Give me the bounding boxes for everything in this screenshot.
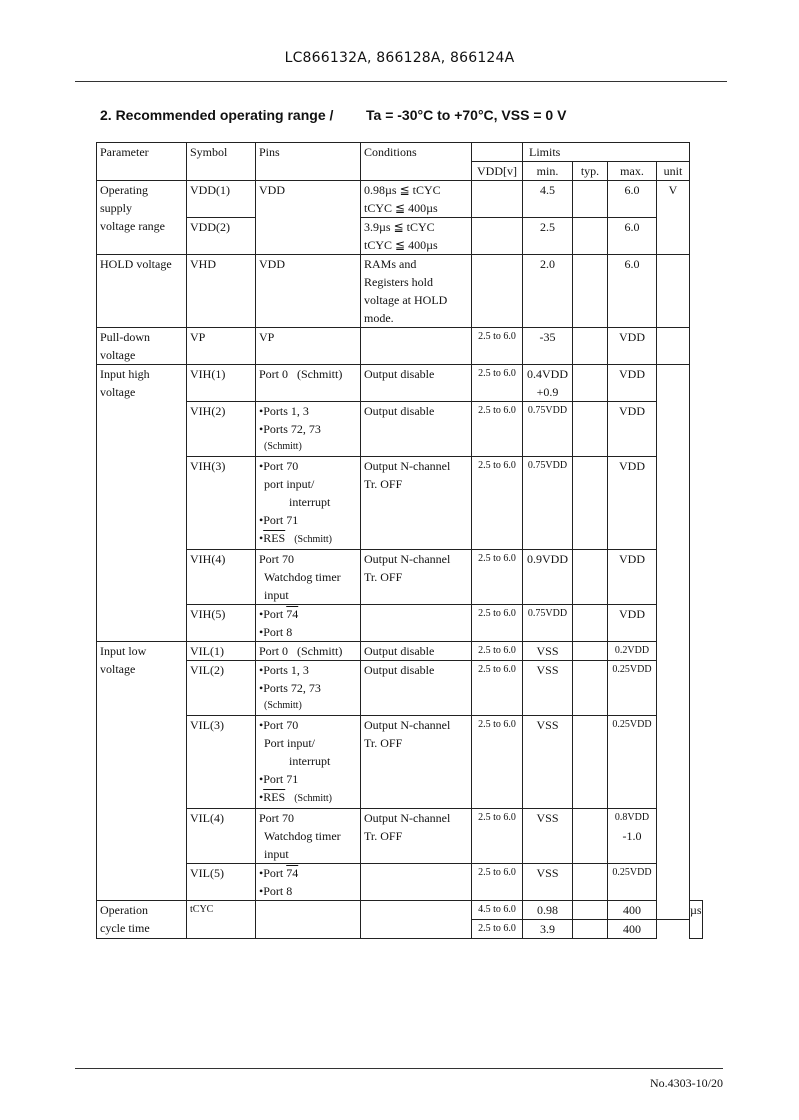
typ-cell — [573, 901, 608, 920]
table-row-vhd — [97, 255, 703, 328]
header-conditions: Conditions — [361, 143, 472, 181]
res-overbar-text: $\overline{RES}$ — [263, 790, 286, 804]
footer-rule — [75, 1068, 723, 1069]
max-cell: 6.0 — [608, 181, 657, 218]
typ-cell — [573, 661, 608, 716]
typ-cell — [573, 716, 608, 809]
conditions-cell: Output disable — [361, 365, 472, 402]
typ-cell — [573, 642, 608, 661]
min-cell: VSS — [523, 864, 573, 901]
symbol-cell: VIH(3) — [187, 457, 256, 550]
min-cell: 3.9 — [523, 920, 573, 939]
table-header-row — [97, 143, 703, 162]
table-row-vil2 — [97, 661, 703, 716]
symbol-cell: VP — [187, 328, 256, 365]
conditions-cell: 3.9µs ≦ tCYC tCYC ≦ 400µs — [361, 218, 472, 255]
max-cell: 6.0 — [608, 255, 657, 328]
pins-cell: VDD — [256, 255, 361, 328]
max-cell: 0.25VDD — [608, 716, 657, 809]
pins-cell: Port 0 (Schmitt) — [256, 365, 361, 402]
vdd-cell: 2.5 to 6.0 — [472, 550, 523, 605]
typ-cell — [573, 550, 608, 605]
symbol-cell: tCYC — [187, 901, 256, 939]
typ-cell — [573, 255, 608, 328]
typ-cell — [573, 218, 608, 255]
min-cell: 2.0 — [523, 255, 573, 328]
conditions-cell: Output N-channel Tr. OFF — [361, 457, 472, 550]
conditions-cell: Output disable — [361, 402, 472, 457]
header-typ: typ. — [573, 162, 608, 181]
table-row-vdd2 — [97, 218, 703, 255]
vdd-cell — [472, 218, 523, 255]
param-hold-voltage: HOLD voltage — [97, 255, 187, 328]
pins-cell: VP — [256, 328, 361, 365]
vdd-cell — [472, 255, 523, 328]
symbol-cell: VIL(3) — [187, 716, 256, 809]
vdd-cell: 2.5 to 6.0 — [472, 920, 523, 939]
pins-cell: Port 70 Watchdog timer input — [256, 550, 361, 605]
param-pulldown-voltage: Pull-down voltage — [97, 328, 187, 365]
pins-cell: •Port 70 Port input/ interrupt •Port 71 $•\overline{RES}$ (Schmitt) — [256, 716, 361, 809]
pins-cell: Port 70 Watchdog timer input — [256, 809, 361, 864]
table-row-vil5 — [97, 864, 703, 901]
symbol-cell: VIL(1) — [187, 642, 256, 661]
max-cell: 6.0 — [608, 218, 657, 255]
min-cell: -35 — [523, 328, 573, 365]
vdd-cell — [472, 181, 523, 218]
max-cell: 0.25VDD — [608, 661, 657, 716]
table-row-vih1 — [97, 365, 703, 402]
unit-cell — [657, 328, 690, 365]
section-title: 2. Recommended operating range / — [100, 107, 334, 123]
typ-cell — [573, 809, 608, 864]
min-cell: 0.75VDD — [523, 402, 573, 457]
symbol-cell: VDD(1) — [187, 181, 256, 218]
symbol-cell: VIH(4) — [187, 550, 256, 605]
vdd-cell: 2.5 to 6.0 — [472, 365, 523, 402]
conditions-cell: 0.98µs ≦ tCYC tCYC ≦ 400µs — [361, 181, 472, 218]
pins-cell: •Ports 1, 3 •Ports 72, 73 (Schmitt) — [256, 402, 361, 457]
pins-cell: Port 0 (Schmitt) — [256, 642, 361, 661]
vdd-cell: 2.5 to 6.0 — [472, 661, 523, 716]
unit-cell — [657, 255, 690, 328]
res-overbar-text: $\overline{RES}$ — [263, 531, 286, 545]
param-input-low-voltage: Input low voltage — [97, 642, 187, 901]
conditions-cell: Output N-channel Tr. OFF — [361, 809, 472, 864]
header-rule — [75, 81, 727, 82]
symbol-cell: VDD(2) — [187, 218, 256, 255]
symbol-cell: VIH(5) — [187, 605, 256, 642]
operating-range-table — [96, 142, 703, 939]
min-cell: 4.5 — [523, 181, 573, 218]
table-row-tcyc-1 — [97, 901, 703, 920]
max-cell: 0.25VDD — [608, 864, 657, 901]
unit-cell: V — [657, 181, 690, 255]
pins-cell: •Port 74 •Port 8 — [256, 864, 361, 901]
table-row-vil4 — [97, 809, 703, 864]
symbol-cell: VIL(2) — [187, 661, 256, 716]
table-row-vil1 — [97, 642, 703, 661]
pins-cell: •Port 74 •Port 8 — [256, 605, 361, 642]
table-row-vdd1 — [97, 181, 703, 218]
min-cell: 0.4VDD +0.9 — [523, 365, 573, 402]
pins-cell: •Ports 1, 3 •Ports 72, 73 (Schmitt) — [256, 661, 361, 716]
vdd-cell: 2.5 to 6.0 — [472, 605, 523, 642]
section-condition: Ta = -30°C to +70°C, VSS = 0 V — [366, 107, 567, 123]
typ-cell — [573, 864, 608, 901]
vdd-cell: 2.5 to 6.0 — [472, 864, 523, 901]
vdd-cell: 2.5 to 6.0 — [472, 642, 523, 661]
param-input-high-voltage: Input high voltage — [97, 365, 187, 642]
conditions-cell: RAMs and Registers hold voltage at HOLD mode. — [361, 255, 472, 328]
param-operation-cycle-time: Operation cycle time — [97, 901, 187, 939]
typ-cell — [573, 365, 608, 402]
pins-cell — [256, 901, 361, 939]
conditions-cell: Output disable — [361, 661, 472, 716]
vdd-cell: 2.5 to 6.0 — [472, 328, 523, 365]
conditions-cell — [361, 605, 472, 642]
typ-cell — [573, 920, 608, 939]
min-cell: 0.75VDD — [523, 457, 573, 550]
param-operating-supply: Operating supply voltage range — [97, 181, 187, 255]
typ-cell — [573, 181, 608, 218]
header-parameter: Parameter — [97, 143, 187, 181]
vdd-cell: 2.5 to 6.0 — [472, 457, 523, 550]
conditions-cell — [361, 901, 472, 939]
unit-cell: µs — [690, 901, 703, 939]
symbol-cell: VIL(5) — [187, 864, 256, 901]
typ-cell — [573, 457, 608, 550]
max-cell: VDD — [608, 605, 657, 642]
symbol-cell: VIH(2) — [187, 402, 256, 457]
header-unit: unit — [657, 162, 690, 181]
min-cell: 2.5 — [523, 218, 573, 255]
max-cell: VDD — [608, 457, 657, 550]
max-cell: VDD — [608, 402, 657, 457]
typ-cell — [573, 402, 608, 457]
max-cell: VDD — [608, 550, 657, 605]
header-symbol: Symbol — [187, 143, 256, 181]
symbol-cell: VIL(4) — [187, 809, 256, 864]
header-pins: Pins — [256, 143, 361, 181]
min-cell: 0.98 — [523, 901, 573, 920]
header-limits: Limits — [523, 143, 690, 162]
pins-cell: VDD — [256, 181, 361, 255]
min-cell: VSS — [523, 716, 573, 809]
table-row-vih4 — [97, 550, 703, 605]
conditions-cell: Output N-channel Tr. OFF — [361, 716, 472, 809]
max-cell: 400 — [608, 920, 657, 939]
table-row-vih5 — [97, 605, 703, 642]
vdd-cell: 2.5 to 6.0 — [472, 402, 523, 457]
header-vdd: VDD[v] — [472, 162, 523, 181]
page-number: No.4303-10/20 — [650, 1076, 723, 1090]
unit-cell — [657, 365, 690, 920]
table-row-vil3 — [97, 716, 703, 809]
table-row-vih2 — [97, 402, 703, 457]
max-cell: 400 — [608, 901, 657, 920]
conditions-cell: Output N-channel Tr. OFF — [361, 550, 472, 605]
max-cell: 0.8VDD -1.0 — [608, 809, 657, 864]
vdd-cell: 4.5 to 6.0 — [472, 901, 523, 920]
symbol-cell: VHD — [187, 255, 256, 328]
max-cell: VDD — [608, 365, 657, 402]
min-cell: VSS — [523, 809, 573, 864]
typ-cell — [573, 328, 608, 365]
pins-cell: •Port 70 port input/ interrupt •Port 71 $•\overline{RES}$ (Schmitt) — [256, 457, 361, 550]
min-cell: 0.9VDD — [523, 550, 573, 605]
conditions-cell — [361, 328, 472, 365]
min-cell: VSS — [523, 661, 573, 716]
conditions-cell — [361, 864, 472, 901]
min-cell: VSS — [523, 642, 573, 661]
typ-cell — [573, 605, 608, 642]
min-cell: 0.75VDD — [523, 605, 573, 642]
table-row-vih3 — [97, 457, 703, 550]
conditions-cell: Output disable — [361, 642, 472, 661]
max-cell: 0.2VDD — [608, 642, 657, 661]
max-cell: VDD — [608, 328, 657, 365]
header-min: min. — [523, 162, 573, 181]
table-row-vp — [97, 328, 703, 365]
document-header-title: LC866132A, 866128A, 866124A — [284, 50, 515, 66]
vdd-cell: 2.5 to 6.0 — [472, 716, 523, 809]
vdd-cell: 2.5 to 6.0 — [472, 809, 523, 864]
header-max: max. — [608, 162, 657, 181]
symbol-cell: VIH(1) — [187, 365, 256, 402]
